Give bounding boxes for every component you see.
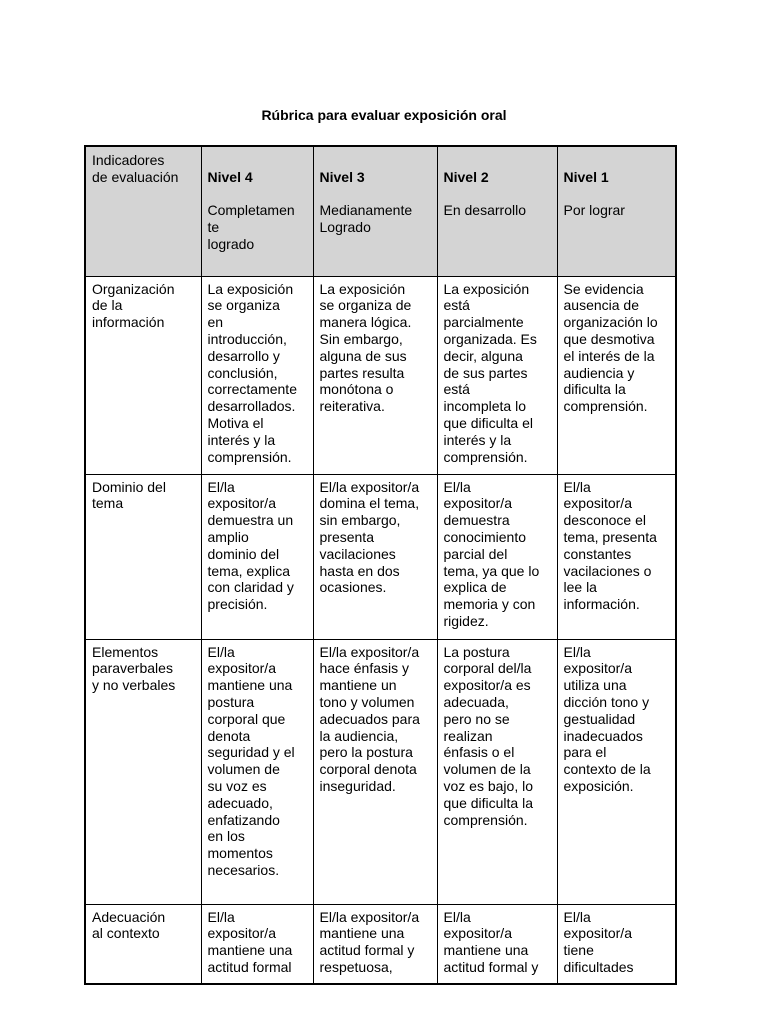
header-level-2 bbox=[437, 146, 557, 276]
header-indicators: Indicadores de evaluación bbox=[85, 146, 201, 276]
header-level-4 bbox=[201, 146, 313, 276]
criterion-cell: La exposición se organiza en introducción, desarrollo y conclusión, correctamente desarrollados. Motiva el interés y la comprensión. bbox=[201, 276, 313, 474]
header-level-1 bbox=[557, 146, 676, 276]
level-description: Por lograr bbox=[563, 202, 625, 219]
level-description: En desarrollo bbox=[443, 202, 526, 219]
criterion-cell: El/la expositor/a tiene dificultades bbox=[557, 904, 676, 984]
indicator-cell: Dominio del tema bbox=[85, 474, 201, 639]
criterion-cell: La exposición está parcialmente organizada. Es decir, alguna de sus partes está incompleta lo que dificulta el interés y la comprensión. bbox=[437, 276, 557, 474]
criterion-cell: La postura corporal del/la expositor/a es adecuada, pero no se realizan énfasis o el volumen de la voz es bajo, lo que dificulta la comprensión. bbox=[437, 639, 557, 904]
criterion-cell: El/la expositor/a domina el tema, sin embargo, presenta vacilaciones hasta en dos ocasiones. bbox=[313, 474, 437, 639]
indicator-cell: Adecuación al contexto bbox=[85, 904, 201, 984]
page-title: Rúbrica para evaluar exposición oral bbox=[261, 107, 507, 123]
criterion-cell: El/la expositor/a mantiene una actitud formal y bbox=[437, 904, 557, 984]
header-level-3 bbox=[313, 146, 437, 276]
criterion-cell: El/la expositor/a hace énfasis y mantiene un tono y volumen adecuados para la audiencia, pero la postura corporal denota inseguridad. bbox=[313, 639, 437, 904]
level-description: Medianamente Logrado bbox=[319, 202, 413, 236]
criterion-cell: El/la expositor/a desconoce el tema, presenta constantes vacilaciones o lee la información. bbox=[557, 474, 676, 639]
level-name: Nivel 3 bbox=[319, 168, 365, 185]
criterion-cell: El/la expositor/a mantiene una actitud formal y respetuosa, bbox=[313, 904, 437, 984]
criterion-cell: Se evidencia ausencia de organización lo que desmotiva el interés de la audiencia y dificulta la comprensión. bbox=[557, 276, 676, 474]
table-row bbox=[85, 904, 676, 984]
table-row bbox=[85, 276, 676, 474]
criterion-cell: El/la expositor/a demuestra conocimiento parcial del tema, ya que lo explica de memoria y con rigidez. bbox=[437, 474, 557, 639]
table-row bbox=[85, 639, 676, 904]
indicator-cell: Elementos paraverbales y no verbales bbox=[85, 639, 201, 904]
rubric-table bbox=[84, 145, 677, 985]
criterion-cell: El/la expositor/a demuestra un amplio dominio del tema, explica con claridad y precisión. bbox=[201, 474, 313, 639]
level-description: Completamen te logrado bbox=[207, 202, 295, 252]
indicator-cell: Organización de la información bbox=[85, 276, 201, 474]
level-name: Nivel 4 bbox=[207, 168, 253, 185]
criterion-cell: El/la expositor/a mantiene una actitud formal bbox=[201, 904, 313, 984]
criterion-cell: La exposición se organiza de manera lógica. Sin embargo, alguna de sus partes resulta monótona o reiterativa. bbox=[313, 276, 437, 474]
criterion-cell: El/la expositor/a mantiene una postura corporal que denota seguridad y el volumen de su voz es adecuado, enfatizando en los momentos necesarios. bbox=[201, 639, 313, 904]
table-row bbox=[85, 474, 676, 639]
level-name: Nivel 1 bbox=[563, 168, 609, 185]
level-name: Nivel 2 bbox=[443, 168, 489, 185]
criterion-cell: El/la expositor/a utiliza una dicción tono y gestualidad inadecuados para el contexto de la exposición. bbox=[557, 639, 676, 904]
table-header-row bbox=[85, 146, 676, 276]
